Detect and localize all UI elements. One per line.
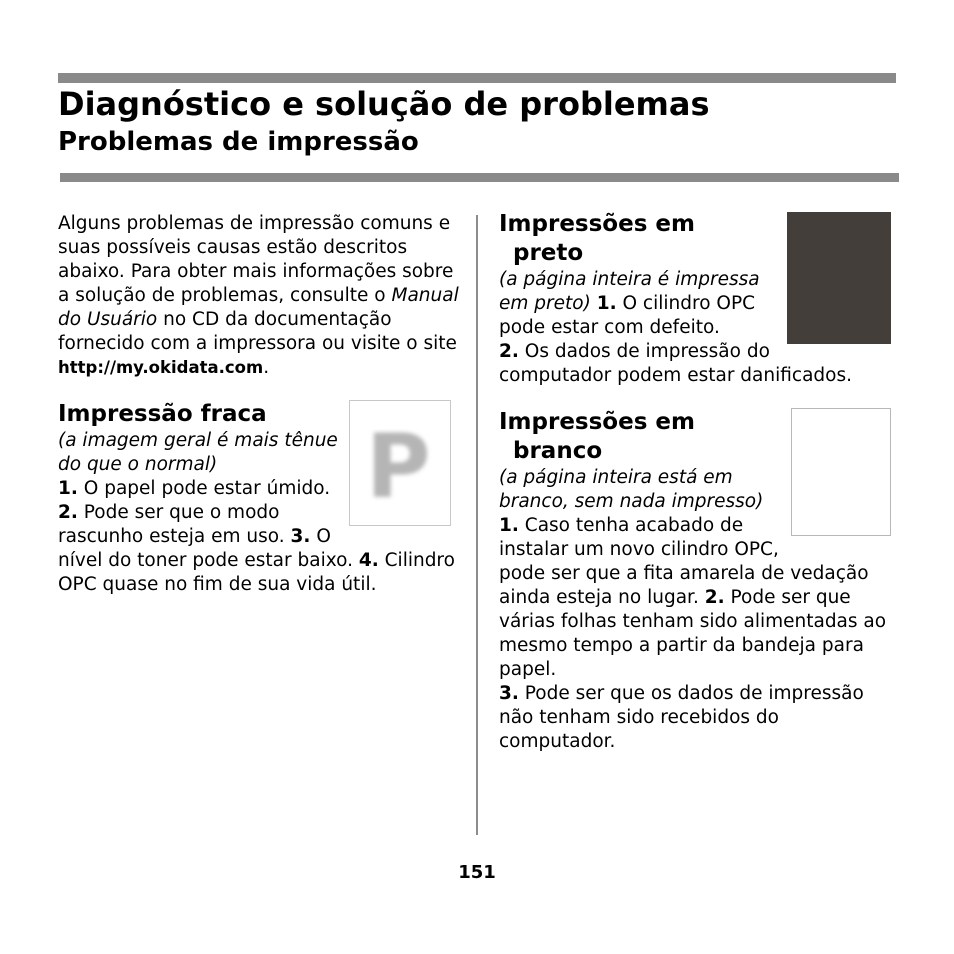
page-number: 151	[458, 862, 496, 883]
page-title: Diagnóstico e solução de problemas	[58, 85, 710, 123]
faint-num-2: 2.	[58, 502, 78, 523]
faint-print-subtitle: (a imagem geral é mais tênue do que o normal)	[58, 430, 338, 475]
faint-print-section	[58, 400, 463, 597]
header-top-rule	[58, 73, 896, 83]
column-divider	[476, 215, 478, 835]
right-column	[499, 210, 899, 754]
faint-p-letter	[364, 429, 434, 505]
blank-text-2: Pode ser que várias folhas tenham sido alimentadas ao mesmo tempo a partir da bandeja para papel.	[499, 587, 887, 680]
black-num-1: 1.	[596, 293, 617, 314]
blank-num-1: 1.	[499, 515, 519, 536]
manual-title: Manual do Usuário	[58, 285, 459, 330]
black-heading-line-1: Impressões em	[499, 211, 695, 237]
blank-num-2: 2.	[704, 587, 725, 608]
faint-num-1: 1.	[58, 478, 78, 499]
blank-num-3: 3.	[499, 683, 519, 704]
black-heading-line-2: preto	[513, 240, 584, 266]
blank-heading-line-1: Impressões em	[499, 409, 695, 435]
black-print-section	[499, 210, 899, 388]
faint-print-heading: Impressão fraca	[58, 401, 267, 427]
blank-print-subtitle: (a página inteira está em branco, sem nada impresso)	[499, 467, 764, 512]
blank-print-sample-image	[791, 408, 891, 536]
faint-text-4: Cilindro OPC quase no fim de sua vida útil.	[58, 550, 455, 595]
faint-num-3: 3.	[290, 526, 311, 547]
intro-paragraph	[58, 212, 463, 380]
intro-text-1: Alguns problemas de impressão comuns e suas possíveis causas estão descritos abaixo. Para obter mais informações sobre a solução de problemas, consulte o	[58, 213, 454, 306]
header-bottom-rule	[60, 173, 899, 182]
blank-text-3: Pode ser que os dados de impressão não tenham sido recebidos do computador.	[499, 683, 864, 752]
page-subtitle: Problemas de impressão	[58, 127, 419, 157]
intro-text-3: .	[263, 357, 270, 378]
black-print-sample-image	[787, 212, 891, 344]
faint-text-2: Pode ser que o modo rascunho esteja em uso.	[58, 502, 291, 547]
faint-print-sample-image	[349, 400, 451, 526]
black-print-subtitle: (a página inteira é impressa em preto)	[499, 269, 760, 314]
faint-text-1: O papel pode estar úmido.	[77, 478, 331, 499]
black-num-2: 2.	[499, 341, 519, 362]
faint-text-3: O nível do toner pode estar baixo.	[58, 526, 359, 571]
left-column	[58, 212, 463, 597]
blank-print-section	[499, 408, 899, 754]
faint-num-4: 4.	[358, 550, 379, 571]
black-text-1: O cilindro OPC pode estar com defeito.	[499, 293, 756, 338]
black-text-2: Os dados de impressão do computador podem estar danificados.	[499, 341, 852, 386]
intro-text-2: no CD da documentação fornecido com a impressora ou visite o site	[58, 309, 457, 354]
okidata-link[interactable]: http://my.okidata.com	[58, 358, 264, 377]
blank-heading-line-2: branco	[513, 438, 603, 464]
faint-p-glyph: P	[366, 429, 431, 505]
blank-text-1: Caso tenha acabado de instalar um novo cilindro OPC, pode ser que a fita amarela de vedação ainda esteja no lugar.	[499, 515, 869, 608]
